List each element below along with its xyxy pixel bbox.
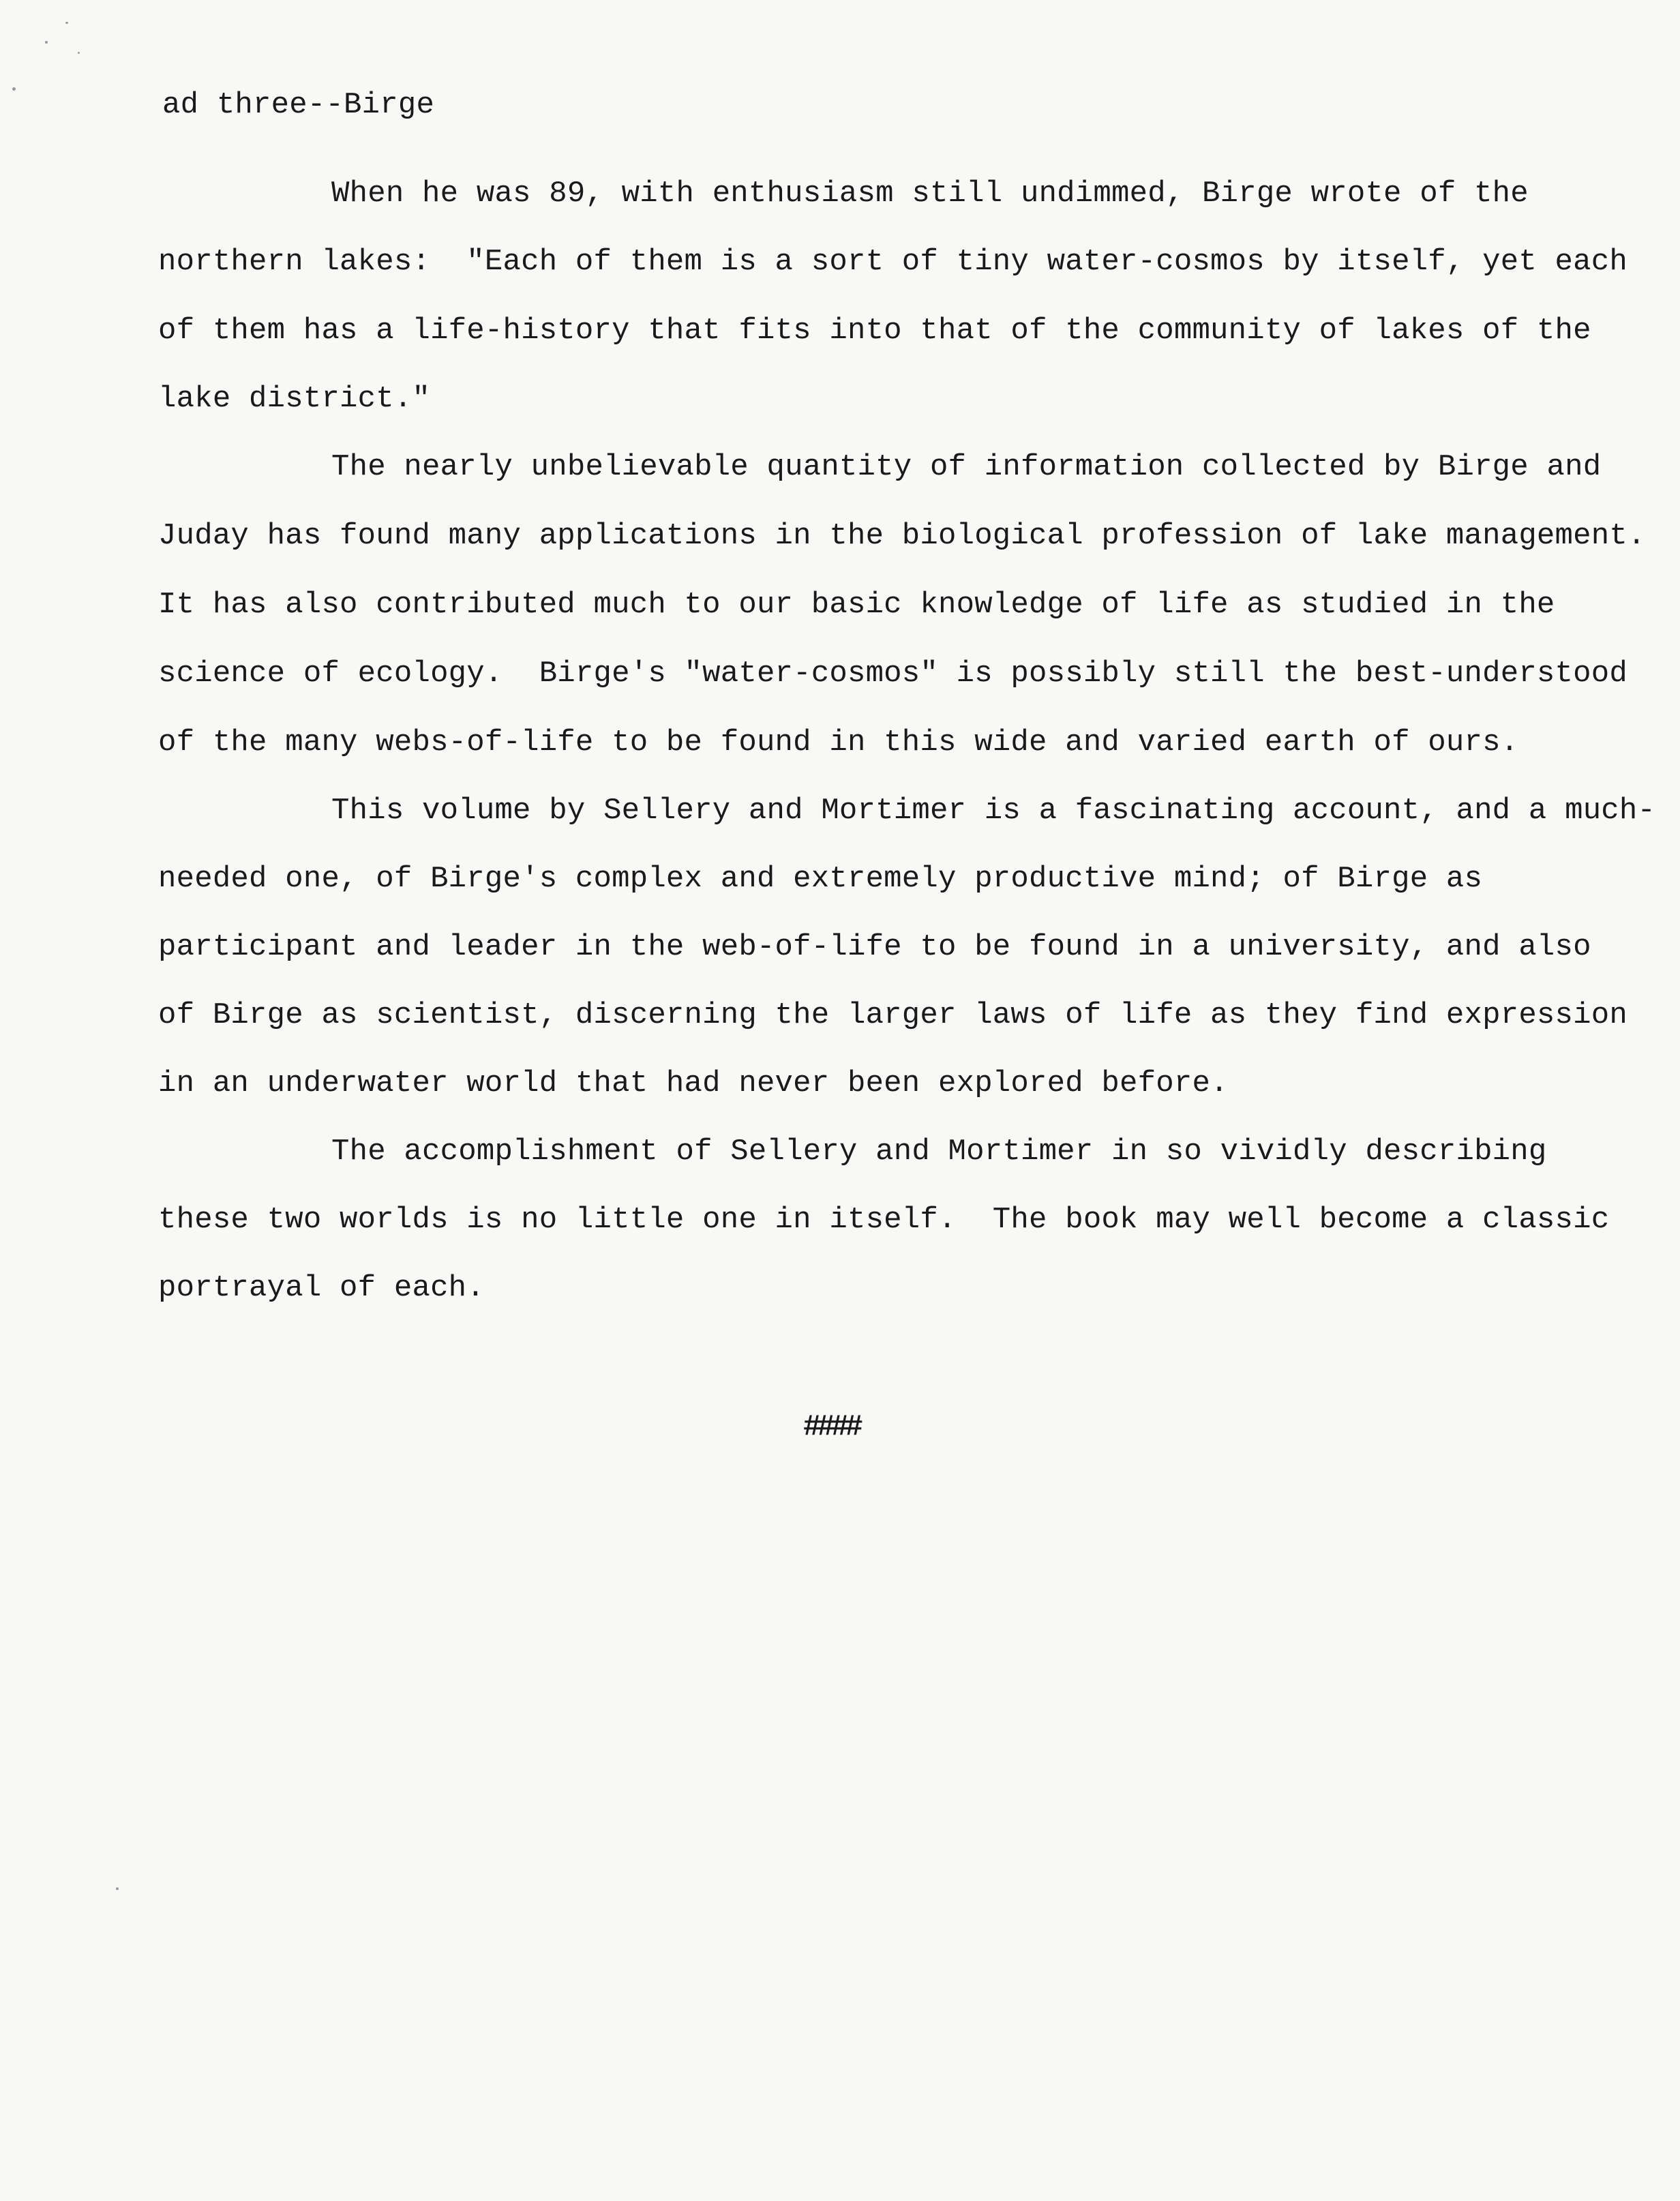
paragraph-3-line-5: in an underwater world that had never been explored before. bbox=[158, 1066, 1229, 1100]
paragraph-2-line-5: of the many webs-of-life to be found in this wide and varied earth of ours. bbox=[158, 725, 1519, 760]
paragraph-4-line-3: portrayal of each. bbox=[158, 1271, 485, 1305]
paragraph-3-line-4: of Birge as scientist, discerning the larger laws of life as they find expression bbox=[158, 998, 1627, 1032]
paragraph-2-line-4: science of ecology. Birge's "water-cosmos" is possibly still the best-understood bbox=[158, 657, 1627, 691]
page-header: ad three--Birge bbox=[162, 88, 435, 122]
paper-speck bbox=[12, 87, 16, 91]
paragraph-3-line-1: This volume by Sellery and Mortimer is a fascinating account, and a much- bbox=[331, 794, 1656, 828]
paragraph-2-line-3: It has also contributed much to our basic knowledge of life as studied in the bbox=[158, 588, 1555, 622]
paragraph-2-line-2: Juday has found many applications in the biological profession of lake management. bbox=[158, 519, 1646, 553]
paper-speck bbox=[65, 22, 68, 24]
paragraph-1-line-2: northern lakes: "Each of them is a sort of tiny water-cosmos by itself, yet each bbox=[158, 245, 1627, 279]
paragraph-1-line-4: lake district." bbox=[158, 382, 431, 416]
paragraph-2-line-1: The nearly unbelievable quantity of information collected by Birge and bbox=[331, 450, 1602, 484]
paper-speck bbox=[116, 1887, 119, 1890]
paragraph-3-line-3: participant and leader in the web-of-life to be found in a university, and also bbox=[158, 930, 1591, 964]
paper-speck bbox=[78, 52, 80, 54]
paragraph-1-line-3: of them has a life-history that fits into that of the community of lakes of the bbox=[158, 314, 1591, 348]
paragraph-4-line-1: The accomplishment of Sellery and Mortimer in so vividly describing bbox=[331, 1135, 1547, 1169]
paragraph-4-line-2: these two worlds is no little one in itself. The book may well become a classic bbox=[158, 1203, 1610, 1237]
paragraph-1-line-1: When he was 89, with enthusiasm still undimmed, Birge wrote of the bbox=[331, 177, 1529, 211]
paper-speck bbox=[45, 41, 48, 44]
end-of-document-mark: #### bbox=[803, 1410, 859, 1444]
paragraph-3-line-2: needed one, of Birge's complex and extremely productive mind; of Birge as bbox=[158, 862, 1483, 896]
